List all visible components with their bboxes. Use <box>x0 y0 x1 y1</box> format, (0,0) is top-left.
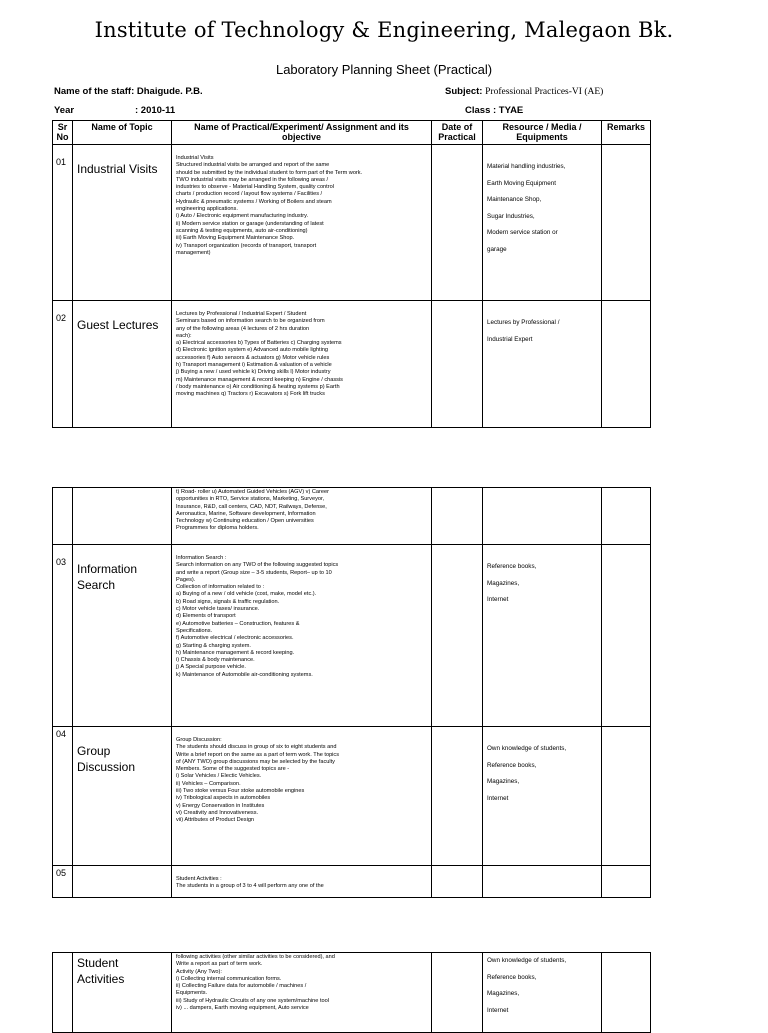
row-topic <box>73 488 172 545</box>
row-remarks <box>602 953 651 1033</box>
row-topic <box>73 866 172 898</box>
staff-label: Name of the staff: <box>54 86 135 97</box>
row-topic: Group Discussion <box>73 727 172 866</box>
table-row <box>53 866 651 898</box>
table-header-row <box>53 121 651 145</box>
row-sr <box>53 488 73 545</box>
planning-table-1 <box>52 120 651 428</box>
row-date <box>432 301 483 428</box>
table-row <box>53 301 651 428</box>
resource-item: Internet <box>487 794 509 802</box>
row-practical: Lectures by Professional / Industrial Expert / Student Seminars based on information search to be organized from any of the following areas (4 lectures of 2 hrs duration each): a) Electrical accessories b) Types of Batteries c) Charging systems d) Electronic ignition system e) Advanced auto mobile lighting accessories f) Auto sensors & actuators g) Motor vehicle rules h) Transport management i) Estimation & valuation of a vehicle j) Buying a new / used vehicle k) Driving skills l) Motor industry m) Maintenance management & record keeping n) Engine / chassis / body maintenance o) Air conditioning & heating systems p) Earth moving machines q) Tractors r) Excavators s) Fork lift trucks <box>172 301 432 428</box>
resource-item: Magazines, <box>487 778 520 785</box>
row-practical: t) Road- roller u) Automated Guided Vehicles (AGV) v) Career opportunities in RTO, Service stations, Marketing, Surveyor, Insurance, R&D, call centers, CAD, NDT, Railways, Defense, Aeronautics, Marine, Software development, Information Technology w) Continuing education / Open universities Programmes for diploma holders. <box>172 488 432 545</box>
row-date <box>432 953 483 1033</box>
row-sr: 04 <box>53 727 73 866</box>
table-row <box>53 727 651 866</box>
resource-item: Internet <box>487 1006 509 1014</box>
table-row <box>53 545 651 727</box>
row-resources <box>483 866 602 898</box>
planning-table-3 <box>52 952 651 1033</box>
row-date <box>432 727 483 866</box>
row-remarks <box>602 145 651 301</box>
subject-label: Subject: <box>445 86 483 97</box>
subject-value: Professional Practices-VI (AE) <box>485 87 604 97</box>
row-remarks <box>602 727 651 866</box>
row-sr <box>53 953 73 1033</box>
class-value: : TYAE <box>493 105 524 116</box>
row-topic: Information Search <box>73 545 172 727</box>
sheet-title: Laboratory Planning Sheet (Practical) <box>275 62 493 77</box>
row-remarks <box>602 545 651 727</box>
row-sr: 05 <box>53 866 73 898</box>
resource-item: Magazines, <box>487 990 520 997</box>
resource-item: Reference books, <box>487 761 537 769</box>
staff-value: Dhaigude. P.B. <box>136 86 203 97</box>
resource-item: garage <box>487 245 507 253</box>
row-practical: Student Activities : The students in a group of 3 to 4 will perform any one of the <box>172 866 432 898</box>
class-label: Class <box>465 105 491 116</box>
resource-item: Own knowledge of students, <box>487 957 567 964</box>
resource-item: Own knowledge of students, <box>487 745 567 752</box>
subject-line <box>445 86 603 97</box>
col-practical: Name of Practical/Experiment/ Assignment and its objective <box>172 121 432 145</box>
row-topic: Industrial Visits <box>73 145 172 301</box>
row-topic: Guest Lectures <box>73 301 172 428</box>
resource-item: Earth Moving Equipment <box>487 179 556 187</box>
row-date <box>432 488 483 545</box>
resource-item: Reference books, <box>487 973 537 981</box>
row-practical: Industrial Visits Structured industrial visits be arranged and report of the same should be submitted by the individual student to form part of the Term work. TWO industrial visits may be arranged in the following areas / industries to observe - Material Handling System, quality control charts / production record / layout flow systems / Facilities / Hydraulic & pneumatic systems / Working of Boilers and steam engineering applications. i) Auto / Electronic equipment manufacturing industry. ii) Modern service station or garage (understanding of latest scanning & testing equipments, auto air-conditioning) iii) Earth Moving Equipment Maintenance Shop. iv) Transport organization (records of transport, transport management) <box>172 145 432 301</box>
col-resource: Resource / Media / Equipments <box>483 121 602 145</box>
year-value: : 2010-11 <box>135 105 176 116</box>
col-date: Date of Practical <box>432 121 483 145</box>
row-practical: Group Discussion: The students should discuss in group of six to eight students and Write a brief report on the same as a part of term work. The topics of (ANY TWO) group discussions may be selected by the faculty Members. Some of the suggested topics are - i) Solar Vehicles / Electic Vehicles. ii) Vehicles – Comparison. iii) Two stoke versus Four stoke automobile engines iv) Tribological aspects in automobiles v) Energy Conservation in Institutes vi) Creativity and Innovativeness. vii) Attributes of Product Design <box>172 727 432 866</box>
row-resources <box>483 727 602 866</box>
institute-title: Institute of Technology & Engineering, Malegaon Bk. <box>94 18 674 42</box>
resource-item: Magazines, <box>487 579 520 587</box>
table-row <box>53 488 651 545</box>
row-resources <box>483 545 602 727</box>
row-practical: following activities (other similar activities to be considered), and Write a report as part of term work. Activity (Any Two): i) Collecting internal communication forms. ii) Collecting Failure data for automobile / machines / Equipments. iii) Study of Hydraulic Circuits of any one system/machine tool iv) ... dampers, Earth moving equipment, Auto service <box>172 953 432 1033</box>
row-practical: Information Search : Search information on any TWO of the following suggested topics and write a report (Group size – 3-5 students, Report– up to 10 Pages). Collection of information related to : a) Buying of a new / old vehicle (cost, make, model etc.). b) Road signs, signals & traffic regulation. c) Motor vehicle taxes/ insurance. d) Elements of transport e) Automotive batteries – Construction, features & Specifications. f) Automotive electrical / electronic accessories. g) Starting & charging system. h) Maintenance management & record keeping. i) Chassis & body maintenance. j) A Special purpose vehicle. k) Maintenance of Automobile air-conditioning systems. <box>172 545 432 727</box>
table-row <box>53 145 651 301</box>
row-date <box>432 145 483 301</box>
table-row <box>53 953 651 1033</box>
resource-item: Internet <box>487 596 509 603</box>
row-sr: 02 <box>53 301 73 428</box>
planning-table-2 <box>52 487 651 898</box>
row-resources <box>483 488 602 545</box>
row-sr: 01 <box>53 145 73 301</box>
row-topic: Student Activities <box>73 953 172 1033</box>
row-resources <box>483 145 602 301</box>
resource-item: Maintenance Shop, <box>487 196 542 203</box>
row-resources <box>483 953 602 1033</box>
row-date <box>432 545 483 727</box>
col-sr: Sr No <box>53 121 73 145</box>
row-remarks <box>602 301 651 428</box>
resource-item: Reference books, <box>487 563 537 570</box>
col-topic: Name of Topic <box>73 121 172 145</box>
resource-item: Sugar Industries, <box>487 212 535 220</box>
resource-item: Modern service station or <box>487 229 558 236</box>
row-date <box>432 866 483 898</box>
row-sr: 03 <box>53 545 73 727</box>
resource-item: Material handling industries, <box>487 163 566 170</box>
staff-line <box>54 86 203 97</box>
resource-item: Lectures by Professional / <box>487 319 560 326</box>
col-remarks: Remarks <box>602 121 651 145</box>
row-remarks <box>602 866 651 898</box>
resource-item: Industrial Expert <box>487 335 533 343</box>
row-remarks <box>602 488 651 545</box>
row-resources <box>483 301 602 428</box>
year-label: Year <box>54 105 75 116</box>
